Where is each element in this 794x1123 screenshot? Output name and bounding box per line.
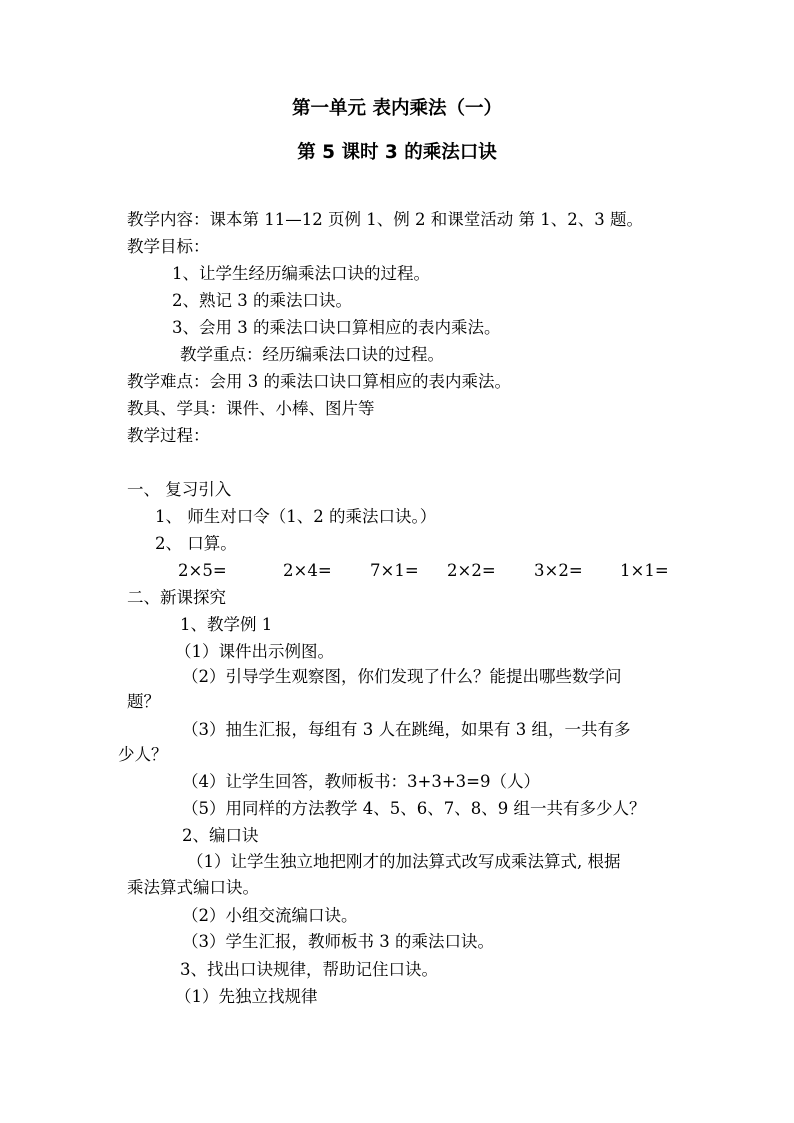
compose-heading: 2、编口诀: [182, 826, 259, 845]
teaching-process-heading: 教学过程：: [127, 426, 210, 445]
oral-questions-row: [0, 559, 794, 583]
example-1-heading: 1、教学例 1: [180, 615, 273, 634]
teaching-focus: 教学重点：经历编乘法口诀的过程。: [180, 345, 444, 364]
review-item-1: 1、 师生对口令（1、2 的乘法口诀。）: [155, 507, 437, 526]
section-1-heading: 一、 复习引入: [127, 480, 232, 499]
step-3-cont: 少人？: [118, 745, 168, 764]
oral-question: 7×1=: [370, 561, 419, 580]
goal-3: 3、会用 3 的乘法口诀口算相应的表内乘法。: [172, 318, 501, 337]
step-1: （1）课件出示例图。: [175, 642, 334, 661]
oral-question: 2×5=: [178, 561, 227, 580]
unit-title: 第一单元 表内乘法（一）: [292, 98, 502, 119]
teaching-tools: 教具、学具：课件、小棒、图片等: [127, 399, 375, 418]
step-2-cont: 题？: [127, 692, 160, 711]
compose-step-3: （3）学生汇报，教师板书 3 的乘法口诀。: [182, 932, 494, 951]
review-item-2: 2、 口算。: [155, 534, 237, 553]
step-2: （2）引导学生观察图，你们发现了什么？能提出哪些数学问: [182, 667, 622, 686]
step-5: （5）用同样的方法教学 4、5、6、7、8、9 组一共有多少人？: [182, 799, 646, 818]
pattern-heading: 3、找出口诀规律，帮助记住口诀。: [180, 960, 438, 979]
oral-question: 2×2=: [447, 561, 496, 580]
teaching-difficulty: 教学难点：会用 3 的乘法口诀口算相应的表内乘法。: [127, 372, 511, 391]
compose-step-2: （2）小组交流编口诀。: [182, 906, 358, 925]
step-3: （3）抽生汇报，每组有 3 人在跳绳，如果有 3 组，一共有多: [182, 720, 631, 739]
section-2-heading: 二、新课探究: [127, 588, 226, 607]
pattern-step-1: （1）先独立找规律: [175, 987, 318, 1006]
goal-2: 2、熟记 3 的乘法口诀。: [172, 291, 352, 310]
oral-question: 1×1=: [620, 561, 669, 580]
teaching-goals-heading: 教学目标：: [127, 237, 210, 256]
goal-1: 1、让学生经历编乘法口诀的过程。: [172, 264, 430, 283]
teaching-content: 教学内容：课本第 11—12 页例 1、例 2 和课堂活动 第 1、2、3 题。: [127, 210, 643, 229]
oral-question: 3×2=: [534, 561, 583, 580]
oral-question: 2×4=: [283, 561, 332, 580]
step-4: （4）让学生回答，教师板书：3+3+3=9（人）: [182, 772, 540, 791]
lesson-title: 第 5 课时 3 的乘法口诀: [297, 142, 497, 163]
compose-step-1: （1）让学生独立地把刚才的加法算式改写成乘法算式, 根据: [187, 852, 621, 871]
compose-step-1-cont: 乘法算式编口诀。: [127, 878, 259, 897]
